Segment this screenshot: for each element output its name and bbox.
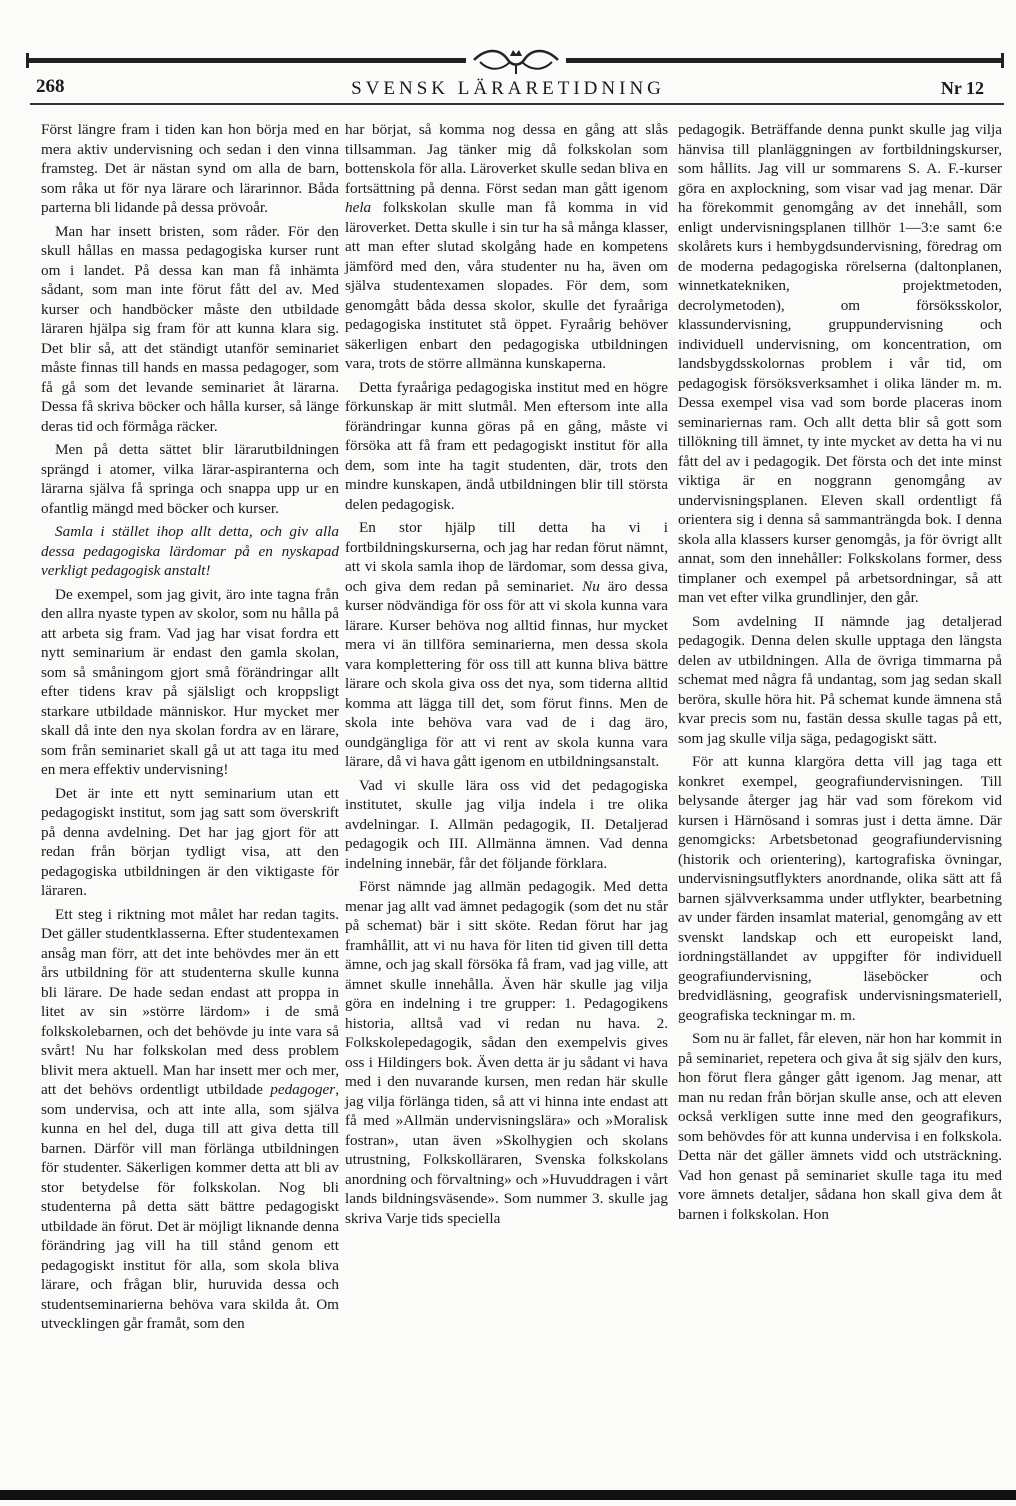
paragraph <box>41 784 339 901</box>
paragraph <box>345 120 668 374</box>
paragraph <box>345 518 668 772</box>
paragraph-text: folkskolan skulle man få komma in vid läroverket. Detta skulle i sin tur ha så många klasser, att man efter slutad skolgång hade en kompetens jämförd med den, våra studenter nu ha, även om själva studentexamen slopades. För dem, som genomgått båda dessa skolor, skulle det fyraåriga pedagogiska institutet stå öppet. Fyraårig behöver säkerligen enbart den pedagogiska utbildningen vara, trots de större allmänna kunskaperna. <box>345 199 668 372</box>
article-column-2 <box>345 120 668 1232</box>
paragraph-text: har börjat, så komma nog dessa en gång att slås tillsamman. Jag tänker mig då folkskolan som bottenskola för alla. Läroverket skulle sedan bliva en fortsättning på denna. Först sedan man gått igenom <box>345 121 668 197</box>
italic-text: pedagoger <box>270 1081 336 1098</box>
article-column-3 <box>678 120 1002 1228</box>
paragraph <box>345 776 668 874</box>
issue-number: Nr 12 <box>940 78 984 98</box>
paragraph <box>678 120 1002 608</box>
paragraph-text: Först nämnde jag allmän pedagogik. Med detta menar jag allt vad ämnet pedagogik (som det nu står på schemat) bär i sitt sköte. Redan förut har jag framhållit, att vi nu hava för liten tid given till detta ämne, och jag skall försöka få fram, vad jag ville, att ämnet skulle innehålla. Även här skulle jag vilja göra en indelning i tre grupper: 1. Pedagogikens historia, alltså vad vi redan nu hava. 2. Folkskolepedagogik, sådan den exempelvis gives oss i Hildingers bok. Även detta är ju sådant vi hava med i den nuvarande kursen, men redan här skulle jag vilja förlänga tiden, så att vi hinna inte endast att få med »Allmän undervisningslära» och »Moralisk fostran», utan även »Skolhygien och skolans utrustning, Folkskolläraren, Svenska folkskolans anordning och förvaltning» och »Huvuddragen i vårt lands bildningsväsende». Som nummer 3. skulle jag skriva Varje tids speciella <box>345 878 668 1227</box>
paragraph-text: , som undervisa, och att inte alla, som själva kunna en hel del, duga till att giva detta till barnen. Därför vill man förlänga utbildningen för studenter. Säkerligen kommer detta att bli av stor betydelse för folkskolan. Nog bli studenterna på detta sätt bättre pedagogiskt utbildade än förut. Det är möjligt liknande denna förändring jag vill ha till stånd genom ett pedagogiskt institut för alla, som skola bliva lärare, och frågan blir, huruvida dessa och studentseminarierna behöva vara skilda åt. Om utvecklingen går framåt, som den <box>41 1081 339 1332</box>
paragraph-text: Detta fyraåriga pedagogiska institut med en högre förkunskap är mitt slutmål. Men eftersom inte alla förändringar kunna göras på en gång, måste vi försöka att få fram ett pedagogiskt institut för alla dem, som inte ha tagit studenten, där, trots den mindre kunskapen, ändå utbildningen blir till största delen pedagogisk. <box>345 378 668 513</box>
paragraph-text: De exempel, som jag givit, äro inte tagna från den allra nyaste typen av skolor, som nu hålla på att arbeta sig fram. Vad jag har visat fordra ett nytt seminarium är endast den gamla skolan, som så småningom gjort små förändringar allt efter tidens krav på själsligt och kroppsligt starkare utbildade människor. Hur mycket mer skall då inte den nya skolan fordra av en lärare, som från seminariet skall gå ut att taga itu med en mera effektiv undervisning! <box>41 585 339 778</box>
paragraph-text: En stor hjälp till detta ha vi i fortbildningskurserna, och jag har redan förut nämnt, att vi skola samla ihop de lärdomar, som dessa giva, och giva dem redan på seminariet. <box>345 519 668 595</box>
paragraph-text: Först längre fram i tiden kan hon börja med en mera aktiv undervisning och sedan i den vinna framsteg. Det är nästan synd om alla de barn, som råka ut för nya lärare och lärarinnor. Båda parterna bli lidande på dessa prövoår. <box>41 121 339 216</box>
paragraph <box>678 752 1002 1025</box>
paragraph-text: Man har insett bristen, som råder. För den skull hållas en massa pedagogiska kurser runt om i landet. På dessa kan man få inhämta sådant, som man inte förut fått del av. Med kurser och handböcker måste den utbildade läraren hjälpa sig fram för att kunna klara sig. Det blir så, att det ständigt utanför seminariet måste finnas till hands en massa pedagoger, som få gå som det levande seminariet åt lärarna. Dessa få skriva böcker och hålla kurser, så länge deras tid och förmåga räcker. <box>41 222 339 435</box>
scan-edge <box>0 1490 1016 1500</box>
paragraph-text: äro dessa kurser nödvändiga för oss för att vi skola kunna vara lärare. Kurser behöva nog alltid finnas, hur mycket mera vi än tillföra seminarierna, men dessa skola vara komplettering för oss till att kunna bliva bättre lärare och skola giva oss det nya, som tiderna alltid komma att lägga till det, som förut finns. Men de skola inte behöva vara vad de i dag äro, oundgängliga för att vi rent av skola kunna vara lärare, då vi hava gått igenom en utbildningsanstalt. <box>345 577 668 770</box>
paragraph <box>41 120 339 218</box>
article-column-1 <box>41 120 339 1338</box>
header-divider <box>30 103 1004 105</box>
paragraph <box>41 585 339 780</box>
paragraph <box>345 877 668 1228</box>
italic-text: Nu <box>582 577 600 595</box>
paragraph-text: pedagogik. Beträffande denna punkt skulle jag vilja hänvisa till planläggningen av fortbildningskurser, som hållits. Jag vill ur sommarens S. A. F.-kurser göra en axplockning, som visar vad jag menar. Där ha förekommit genomgång av det innehåll, som enligt undervisningsplanen tillhör 1—3:e samt 6:e skolårets kurs i hembygdsundervisning, föredrag om de moderna pedagogiska rörelserna (daltonplanen, winnetkatekniken, projektmetoden, decrolymetoden), om försöksskolor, klassundervisning, gruppundervisning och individuell undervisning, om koncentration, om landsbygdsskolornas problem i vår tid, om pedagogisk försöksverksamhet i olika länder m. m. Dessa exempel visa vad som borde placeras inom seminariernas ram. Och allt detta blir så gott som tillökning till ämnet, ty inte mycket av detta ha vi nu fått del av i pedagogik. Det första och det inte minst viktiga är en noggrann genomgång av undervisningsplanen. Eleven skall ordentligt få orientera sig i denna så sammanträngda bok. I denna skola alla klassers kurser genomgås, ja för övrigt allt annat, som den innehåller: Folkskolans former, dess timplaner och exempel på arbetsordningar, så att man vet efter vilka grundlinjer, den går. <box>678 121 1002 606</box>
paragraph-text: Som nu är fallet, får eleven, när hon har kommit in på seminariet, repetera och giva åt sig själv den kurs, hon förut flera gånger gått igenom. Jag menar, att man nu redan från början skulle anse, och att eleven också verkligen sutte inne med den geografikurs, som behövdes för att kunna undervisa i en folkskola. Detta när det gäller ämnets vidd och utsträckning. Vad hon genast på seminariet skulle taga itu med vore ämnets detaljer, sådana hon skall giva dem åt barnen i folkskolan. Hon <box>678 1030 1002 1223</box>
paragraph <box>41 522 339 581</box>
italic-text: Samla i stället ihop allt detta, och giv alla dessa pedagogiska lärdomar på en nyskapad verkligt pedagogisk anstalt! <box>41 523 339 579</box>
page-number: 268 <box>36 76 65 97</box>
italic-text: hela <box>345 199 372 216</box>
paragraph-text: Som avdelning II nämnde jag detaljerad pedagogik. Denna delen skulle upptaga den längsta delen av utbildningen. Alla de övriga timmarna på schemat med några få undantag, som jag sedan skall beröra, skulle höra hit. På schemat kunde ämnena stå kvar precis som nu, fastän dessa skulle tagas på ett, som jag skulle vilja säga, pedagogiskt sätt. <box>678 612 1002 747</box>
paragraph-text: Ett steg i riktning mot målet har redan tagits. Det gäller studentklasserna. Efter studentexamen ansåg man förr, att det inte behövdes mer än ett års utbildning för att studenterna skulle kunna bli lärare. De hade sedan endast att proppa in litet av sin »större lärdom» i de små folkskolebarnen, och det behövde ju inte vara så svårt! Nu har folkskolan med dess problem blivit mera aktuell. Man har insett mer och mer, att det behövs ordentligt utbildade <box>41 905 339 1098</box>
paragraph <box>678 612 1002 749</box>
publication-title: SVENSK LÄRARETIDNING <box>351 78 665 99</box>
paragraph-text: Det är inte ett nytt seminarium utan ett pedagogiskt institut, som jag satt som överskrift på denna avdelning. Det har jag gjort för att redan från början tydligt visa, att den pedagogiska utbildningen är den viktigaste för läraren. <box>41 784 339 899</box>
paragraph <box>678 1029 1002 1224</box>
paragraph-text: Vad vi skulle lära oss vid det pedagogiska institutet, skulle jag vilja indela i tre olika avdelningar. I. Allmän pedagogik, II. Detaljerad pedagogik och III. Allmänna ämnen. Vad denna indelning innebär, får det följande förklara. <box>345 776 668 872</box>
paragraph <box>41 440 339 518</box>
paragraph <box>41 905 339 1334</box>
paragraph <box>345 378 668 515</box>
paragraph <box>41 222 339 437</box>
paragraph-text: För att kunna klargöra detta vill jag taga ett konkret exempel, geografiundervisningen. Till belysande återger jag här vad som förekom vid kursen i Härnösand i somras just i detta ämne. Där genomgicks: Arbetsbetonad geografiundervisning (historik och orientering), kartografiska övningar, undervisningsutflykters anordnande, olika sätt att få barnen självverksamma under utflykter, bearbetning av under färden insamlat material, genomgång av ett svenskt landskap och ett europeiskt land, iordningställandet av uppgifter för individuell geografiundervisning, läseböcker och bredvidläsning, geografisk undervisningsmateriell, geografiska teckningar m. m. <box>678 753 1002 1024</box>
paragraph-text: Men på detta sättet blir lärarutbildningen sprängd i atomer, vilka lärar-aspiranterna och lärarna själva få springa och snappa upp ur en ofantlig mängd med böcker och kurser. <box>41 441 339 517</box>
crown-ornament-icon <box>466 44 566 76</box>
